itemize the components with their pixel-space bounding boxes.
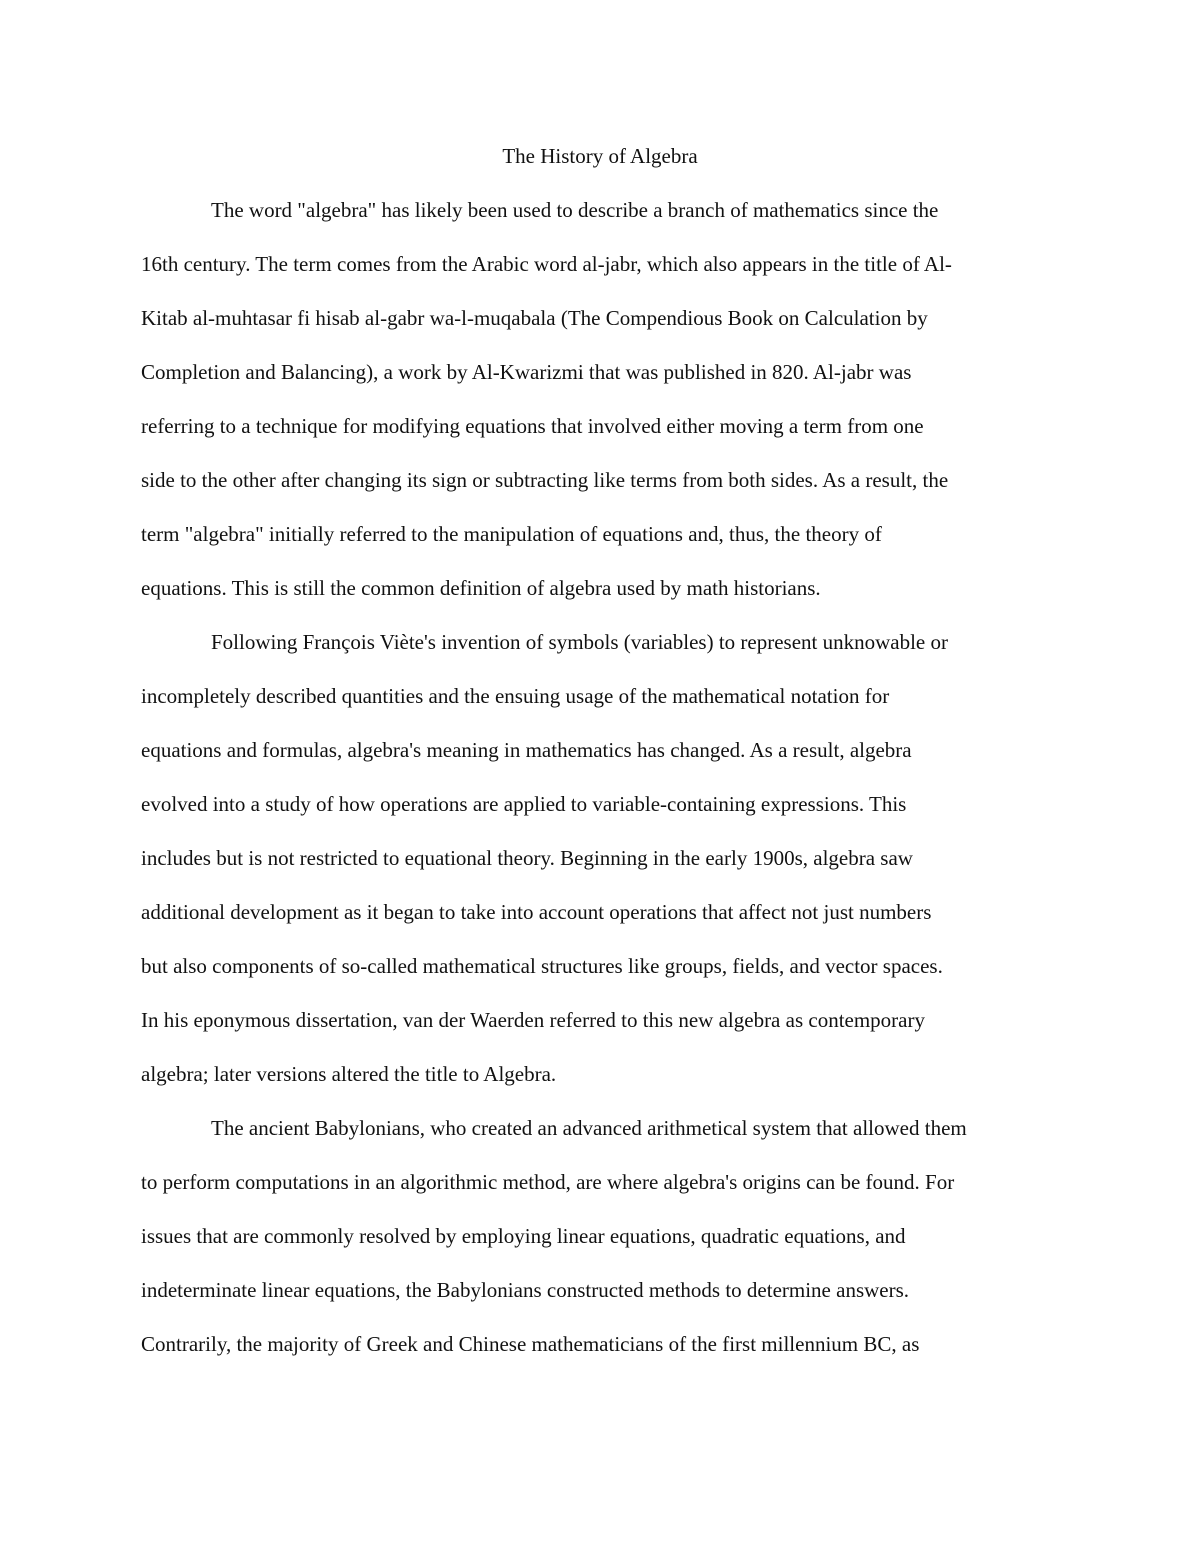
paragraph-2-line-7: but also components of so-called mathematical structures like groups, fields, and vector spaces.: [141, 954, 943, 978]
paragraph-3-line-5: Contrarily, the majority of Greek and Chinese mathematicians of the first millennium BC, as: [141, 1332, 920, 1356]
paragraph-2-line-9: algebra; later versions altered the title to Algebra.: [141, 1062, 557, 1086]
paragraph-3-line-3: issues that are commonly resolved by employing linear equations, quadratic equations, and: [141, 1224, 906, 1248]
paragraph-3-line-1: The ancient Babylonians, who created an advanced arithmetical system that allowed them: [211, 1116, 967, 1140]
paragraph-1-line-3: Kitab al-muhtasar fi hisab al-gabr wa-l-muqabala (The Compendious Book on Calculation by: [141, 306, 928, 330]
paragraph-2-line-4: evolved into a study of how operations are applied to variable-containing expressions. This: [141, 792, 907, 816]
paragraph-1-line-1: The word "algebra" has likely been used to describe a branch of mathematics since the: [211, 198, 939, 222]
paragraph-2-line-1: Following François Viète's invention of symbols (variables) to represent unknowable or: [211, 630, 948, 654]
paragraph-2-line-5: includes but is not restricted to equational theory. Beginning in the early 1900s, algebra saw: [141, 846, 913, 870]
paragraph-3-line-2: to perform computations in an algorithmic method, are where algebra's origins can be found. For: [141, 1170, 955, 1194]
paragraph-2-line-6: additional development as it began to take into account operations that affect not just numbers: [141, 900, 932, 924]
document-title: The History of Algebra: [502, 144, 698, 168]
paragraph-3-line-4: indeterminate linear equations, the Babylonians constructed methods to determine answers.: [141, 1278, 910, 1302]
paragraph-2-line-2: incompletely described quantities and the ensuing usage of the mathematical notation for: [141, 684, 890, 708]
paragraph-2-line-8: In his eponymous dissertation, van der Waerden referred to this new algebra as contemporary: [141, 1008, 925, 1032]
paragraph-1-line-7: term "algebra" initially referred to the manipulation of equations and, thus, the theory of: [141, 522, 882, 546]
paragraph-1-line-6: side to the other after changing its sign or subtracting like terms from both sides. As a result, the: [141, 468, 949, 492]
paragraph-2-line-3: equations and formulas, algebra's meaning in mathematics has changed. As a result, algebra: [141, 738, 912, 762]
paragraph-1-line-2: 16th century. The term comes from the Arabic word al-jabr, which also appears in the title of Al-: [141, 252, 952, 276]
paragraph-1-line-5: referring to a technique for modifying equations that involved either moving a term from one: [141, 414, 924, 438]
paragraph-1-line-4: Completion and Balancing), a work by Al-Kwarizmi that was published in 820. Al-jabr was: [141, 360, 912, 384]
paragraph-1-line-8: equations. This is still the common definition of algebra used by math historians.: [141, 576, 821, 600]
